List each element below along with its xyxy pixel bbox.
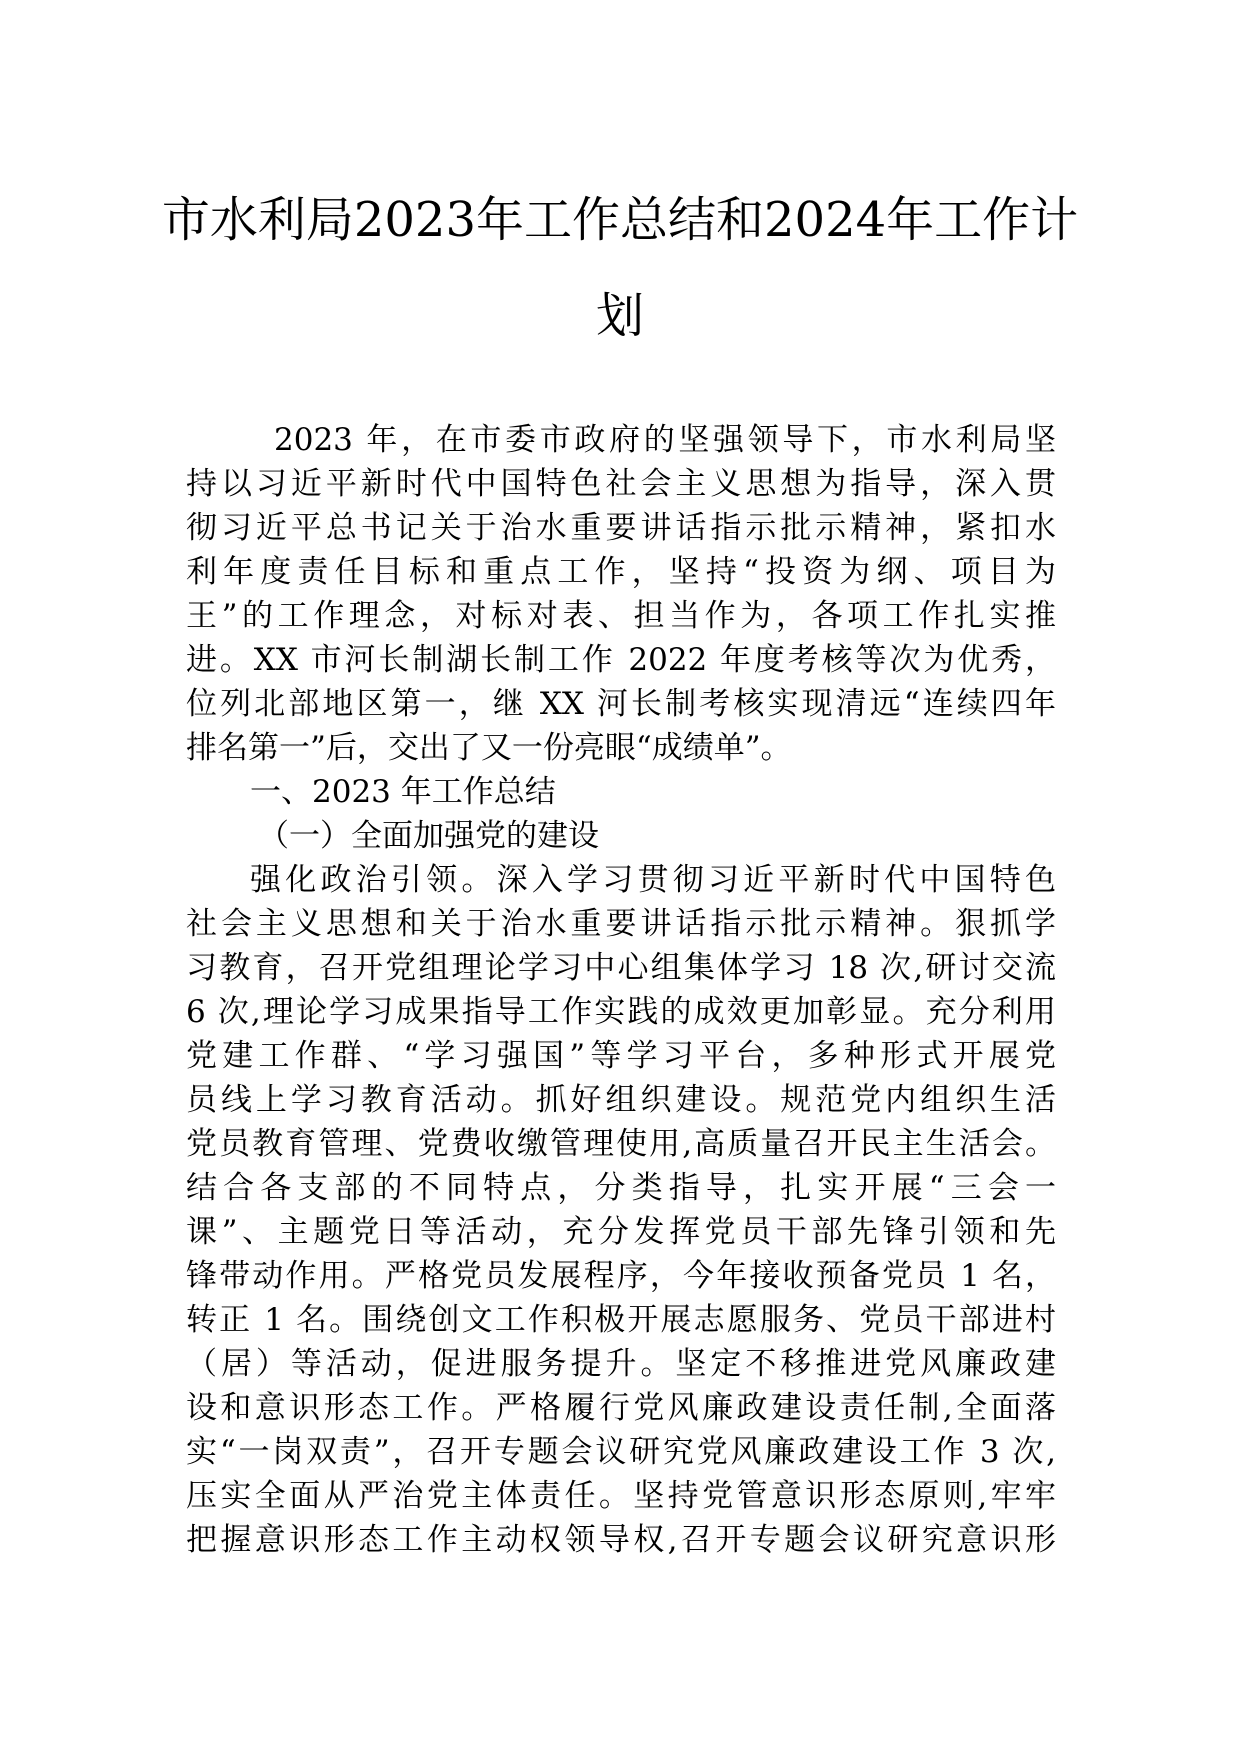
paragraph-line: 课”、主题党日等活动，充分发挥党员干部先锋引领和先: [186, 1214, 1056, 1250]
paragraph-line: 员线上学习教育活动。抓好组织建设。规范党内组织生活: [186, 1082, 1056, 1118]
paragraph-line: 锋带动作用。严格党员发展程序，今年接收预备党员 1 名，: [186, 1258, 1056, 1294]
paragraph-line: （居）等活动，促进服务提升。坚定不移推进党风廉政建: [186, 1346, 1056, 1382]
paragraph-line: 设和意识形态工作。严格履行党风廉政建设责任制,全面落: [186, 1390, 1056, 1426]
paragraph-line: 党员教育管理、党费收缴管理使用,高质量召开民主生活会。: [186, 1126, 1056, 1162]
paragraph-line: 王”的工作理念，对标对表、担当作为，各项工作扎实推: [186, 598, 1056, 634]
paragraph-line: 6 次,理论学习成果指导工作实践的成效更加彰显。充分利用: [186, 994, 1056, 1030]
paragraph-line: 彻习近平总书记关于治水重要讲话指示批示精神，紧扣水: [186, 510, 1056, 546]
paragraph-line: 进。XX 市河长制湖长制工作 2022 年度考核等次为优秀，: [186, 642, 1056, 678]
paragraph-line: 结合各支部的不同特点，分类指导，扎实开展“三会一: [186, 1170, 1056, 1206]
title-line-2: 划: [595, 288, 644, 344]
document-body: [186, 418, 1056, 1562]
paragraph-line: 2023 年，在市委市政府的坚强领导下，市水利局坚: [274, 422, 1056, 458]
paragraph-line: 把握意识形态工作主动权领导权,召开专题会议研究意识形: [186, 1522, 1056, 1558]
paragraph-line: 习教育，召开党组理论学习中心组集体学习 18 次,研讨交流: [186, 950, 1056, 986]
paragraph-line: 排名第一”后，交出了又一份亮眼“成绩单”。: [186, 730, 792, 766]
paragraph-line: 利年度责任目标和重点工作，坚持“投资为纲、项目为: [186, 554, 1056, 590]
section-heading: 一、2023 年工作总结: [250, 774, 556, 810]
paragraph-line: 党建工作群、“学习强国”等学习平台，多种形式开展党: [186, 1038, 1056, 1074]
paragraph-line: 强化政治引领。深入学习贯彻习近平新时代中国特色: [250, 862, 1056, 898]
paragraph-line: 持以习近平新时代中国特色社会主义思想为指导，深入贯: [186, 466, 1056, 502]
paragraph-line: 实“一岗双责”，召开专题会议研究党风廉政建设工作 3 次,: [186, 1434, 1056, 1470]
paragraph-line: 位列北部地区第一，继 XX 河长制考核实现清远“连续四年: [186, 686, 1056, 722]
document-title: [140, 172, 1100, 364]
subsection-heading: （一）全面加强党的建设: [258, 818, 599, 854]
title-line-1: 市水利局2023年工作总结和2024年工作计: [161, 192, 1079, 248]
paragraph-line: 压实全面从严治党主体责任。坚持党管意识形态原则,牢牢: [186, 1478, 1056, 1514]
paragraph-line: 转正 1 名。围绕创文工作积极开展志愿服务、党员干部进村: [186, 1302, 1056, 1338]
paragraph-line: 社会主义思想和关于治水重要讲话指示批示精神。狠抓学: [186, 906, 1056, 942]
